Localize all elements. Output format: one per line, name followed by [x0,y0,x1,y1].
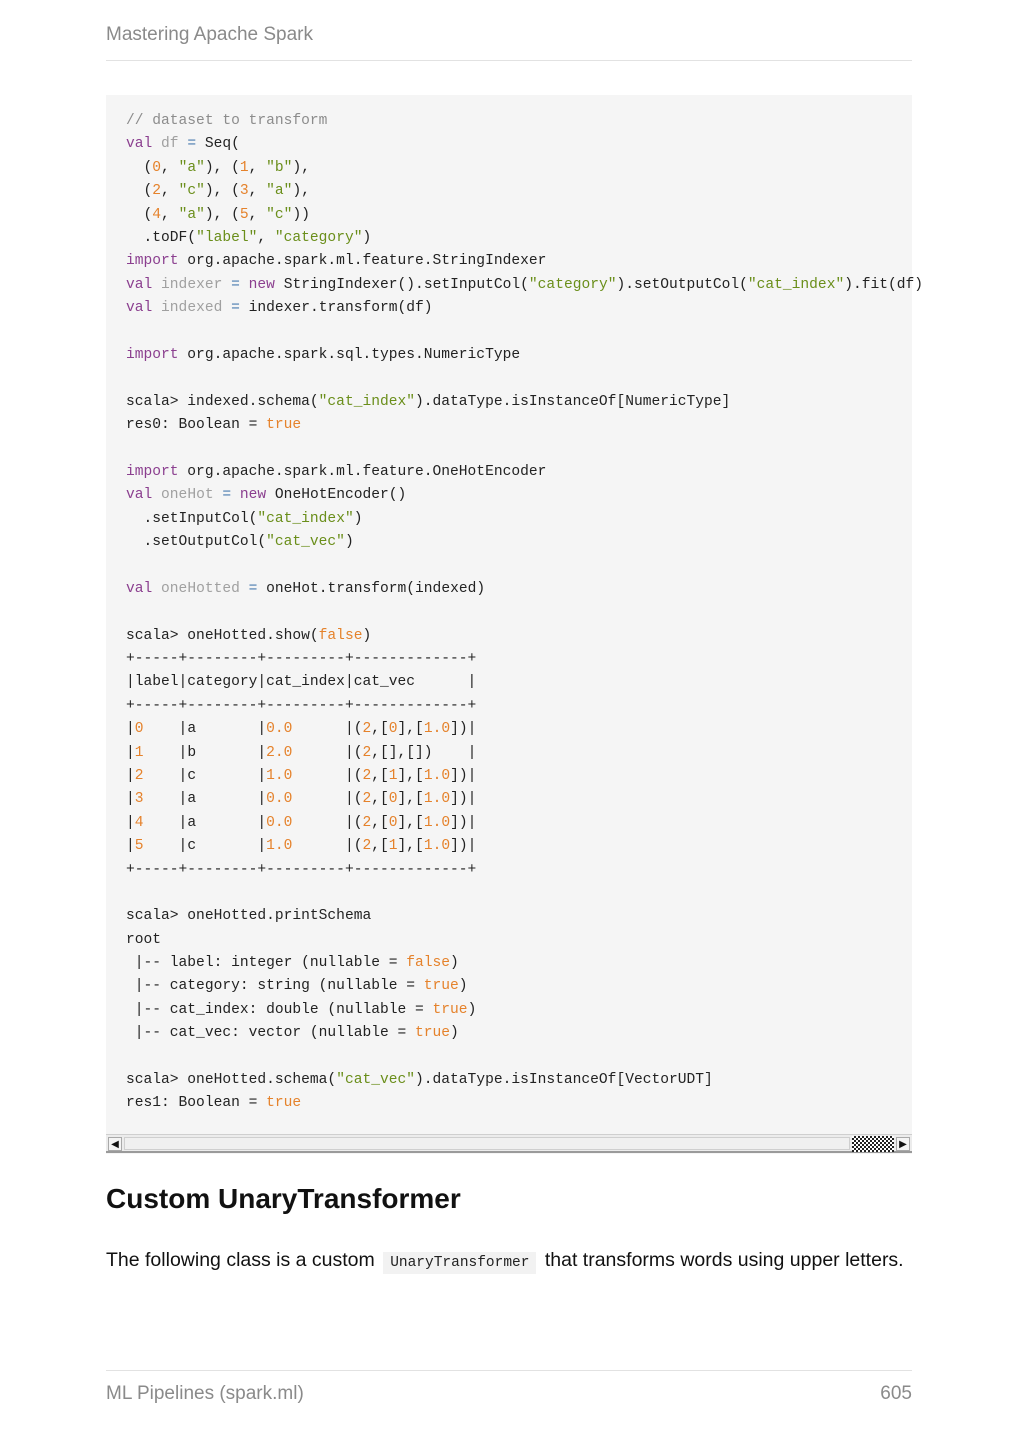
code-line [126,1092,916,1115]
footer-divider [106,1370,912,1371]
code-line [126,648,916,671]
code-token: Seq( [196,136,240,153]
code-token: "a" [178,159,205,176]
code-token: ,[],[]) | [371,744,477,761]
code-token [222,277,231,293]
code-token: ],[ [397,791,424,808]
code-token: 1 [388,838,398,855]
code-token: oneHot [161,487,214,504]
code-token: |( [292,767,363,784]
code-token: |a | [143,814,267,831]
code-token: "c" [266,206,293,223]
code-token: 1.0 [266,838,293,855]
code-token: 0 [388,814,398,831]
code-line [126,952,916,975]
code-block [106,95,924,1154]
code-token: |label|category|cat_index|cat_vec | [126,674,477,691]
code-token [152,487,161,503]
code-token: ).setOutputCol( [616,276,748,293]
code-token [222,300,231,316]
code-token: +-----+--------+---------+-------------+ [126,861,477,878]
code-token: ])| [450,814,477,831]
code-line [126,344,916,367]
code-token: 2 [134,767,144,784]
code-line [126,835,916,858]
code-token: "c" [178,183,205,200]
code-token: oneHot.transform(indexed) [257,580,486,597]
code-line [126,812,916,835]
paragraph-text-after: that transforms words using upper letters. [544,1249,904,1271]
code-token: , [248,206,267,223]
code-token: |b | [143,744,267,761]
code-token: 1.0 [423,767,451,784]
code-token: new [248,276,275,293]
code-token: ])| [450,721,477,738]
code-token: scala> oneHotted.schema( [126,1072,337,1089]
code-line [126,297,916,320]
code-token: OneHotEncoder() [266,487,407,504]
section-heading: Custom UnaryTransformer [106,1183,461,1214]
code-line [126,133,916,156]
code-token: 1.0 [423,721,451,738]
code-token: res1: Boolean = [126,1095,267,1112]
code-token: ,[ [371,767,389,784]
code-token: org.apache.spark.ml.feature.OneHotEncoder [178,463,547,480]
code-line [126,765,916,788]
code-token: 0 [134,721,144,738]
code-token: , [161,183,179,200]
code-token: "label" [196,229,258,246]
code-line [126,742,916,765]
code-token: 2 [362,767,372,784]
code-line [126,859,916,882]
code-token: indexer.transform(df) [239,300,433,317]
code-token: | [126,814,135,831]
code-token: "cat_vec" [266,534,345,551]
code-token: 1.0 [423,838,451,855]
code-token: , [161,159,179,176]
horizontal-scrollbar[interactable] [106,1134,912,1153]
code-token [152,136,161,152]
code-line [126,250,916,273]
code-token: )) [292,206,310,223]
code-line [126,437,916,460]
code-token: ,[ [371,838,389,855]
code-line [126,671,916,694]
code-token: 0 [388,721,398,738]
code-token: "category" [528,276,617,293]
code-token: df [161,136,179,153]
code-line [126,1046,916,1069]
code-line [126,1069,916,1092]
code-token: ],[ [397,814,424,831]
code-token: |( [292,744,363,761]
code-token: 2 [362,838,372,855]
code-token: "cat_index" [257,510,354,527]
code-line [126,929,916,952]
code-token: false [318,627,363,644]
code-token: import [126,463,179,480]
scroll-right-arrow-icon[interactable]: ▶ [896,1137,910,1151]
code-token: ) [344,534,354,551]
code-line [126,110,916,133]
code-token: ) [353,510,363,527]
code-token: "b" [266,159,293,176]
code-token: // dataset to transform [126,113,328,129]
header-divider [106,60,912,61]
code-token: org.apache.spark.sql.types.NumericType [178,346,521,363]
code-token: "category" [274,229,363,246]
code-token: import [126,253,179,270]
code-token: true [432,1001,468,1018]
code-line [126,695,916,718]
code-token: ])| [450,791,477,808]
code-line [126,578,916,601]
code-token: val [126,487,153,504]
code-token: 4 [152,206,162,223]
code-line [126,508,916,531]
code-token: val [126,300,153,317]
code-token: , [257,229,275,246]
code-token: 2 [362,814,372,831]
code-token: "a" [266,183,293,200]
code-token: 5 [239,206,249,223]
paragraph-text-before: The following class is a custom [106,1249,375,1271]
code-token [152,300,161,316]
code-line [126,554,916,577]
code-lines [126,110,924,1116]
code-token: "cat_index" [318,393,416,410]
code-line [126,625,916,648]
code-token: | [126,721,135,738]
code-token: 3 [134,791,144,808]
code-token: indexer [161,276,223,293]
code-token: .setInputCol( [126,510,258,527]
code-token: true [266,1095,302,1112]
code-token [240,277,249,293]
code-token: 1 [388,767,398,784]
code-token: ( [126,183,153,200]
code-token: |a | [143,791,267,808]
code-token [231,487,240,503]
code-token: |-- category: string (nullable = [126,978,424,995]
code-token: "cat_index" [747,276,845,293]
code-token: 2 [152,183,162,200]
code-token: ), [292,183,310,200]
code-token: 1.0 [266,767,293,784]
code-token: val [126,136,153,153]
code-token: , [161,206,179,223]
code-line [126,882,916,905]
code-line [126,905,916,928]
code-token: 1 [134,744,144,761]
code-token: indexed [161,300,223,317]
code-token: ,[ [371,814,389,831]
code-token: ), ( [204,183,240,200]
scroll-left-arrow-icon[interactable]: ◀ [108,1137,122,1151]
code-token: |c | [143,838,267,855]
code-line [126,274,924,297]
code-token: ), ( [204,206,240,223]
code-token: "a" [178,206,205,223]
code-line [126,484,916,507]
inline-code: UnaryTransformer [383,1252,536,1274]
code-token: ), ( [204,159,240,176]
code-token: res0: Boolean = [126,417,267,434]
code-token: ])| [450,767,477,784]
code-token: .toDF( [126,229,197,246]
code-token: |-- label: integer (nullable = [126,955,407,972]
code-line [126,227,916,250]
code-token: oneHotted [161,580,240,597]
code-token: true [266,417,302,434]
code-token: 1.0 [423,814,451,831]
code-token: 3 [239,183,249,200]
code-token: |( [292,791,363,808]
code-token: |-- cat_index: double (nullable = [126,1001,433,1018]
code-token: = [248,580,258,597]
code-token: ],[ [397,838,424,855]
code-line [126,999,916,1022]
code-line [126,718,916,741]
code-token: 2 [362,721,372,738]
code-token: val [126,580,153,597]
code-token: ( [126,206,153,223]
code-token: ])| [450,838,477,855]
code-line [126,601,916,624]
code-token: |c | [143,767,267,784]
code-token: 2 [362,744,372,761]
code-token: ).dataType.isInstanceOf[NumericType] [415,393,731,410]
code-line [126,180,916,203]
code-token: +-----+--------+---------+-------------+ [126,697,477,714]
code-token: true [423,978,459,995]
footer-page-number: 605 [880,1383,912,1404]
code-token: |( [292,814,363,831]
code-token: scala> oneHotted.printSchema [126,908,372,925]
code-token: 2.0 [266,744,293,761]
code-line [126,157,916,180]
code-token: 2 [362,791,372,808]
code-line [126,788,916,811]
code-token: | [126,767,135,784]
code-line [126,975,916,998]
code-token: 0.0 [266,721,293,738]
code-token: |( [292,721,363,738]
code-line [126,321,916,344]
code-token: ) [458,978,468,995]
code-token: ), [292,159,310,176]
body-paragraph [106,1246,926,1277]
code-token: val [126,276,153,293]
code-token: ) [450,1025,459,1042]
code-token: StringIndexer().setInputCol( [274,276,529,293]
code-token: ],[ [397,721,424,738]
code-token: ).dataType.isInstanceOf[VectorUDT] [415,1072,713,1089]
code-token [240,581,249,597]
code-token: ).fit(df) [844,276,924,293]
code-token: new [239,487,267,504]
code-token: |( [292,838,363,855]
code-token: , [248,159,267,176]
code-token: root [126,931,162,948]
code-token: 1 [239,159,249,176]
code-token: 0 [152,159,162,176]
code-token: ) [467,1001,477,1018]
code-token: 0 [388,791,398,808]
code-token: .setOutputCol( [126,534,267,551]
code-token [152,277,161,293]
scroll-track[interactable] [124,1137,850,1150]
code-token: false [406,955,451,972]
code-token: | [126,744,135,761]
code-token: ) [450,955,459,972]
code-line [126,1022,916,1045]
code-token: | [126,791,135,808]
code-token: scala> indexed.schema( [126,393,319,410]
code-token: ) [362,627,372,644]
code-token: ],[ [397,767,424,784]
code-token: 5 [134,838,144,855]
code-token: 1.0 [423,791,451,808]
code-token: ,[ [371,791,389,808]
code-token: | [126,838,135,855]
code-token: = [231,300,240,317]
code-token: |-- cat_vec: vector (nullable = [126,1025,416,1042]
code-token: ( [126,159,153,176]
code-token: 0.0 [266,814,293,831]
code-token [152,581,161,597]
code-token: ,[ [371,721,389,738]
code-token: "cat_vec" [336,1072,416,1089]
scroll-thumb[interactable] [852,1136,894,1152]
code-line [126,531,916,554]
code-token: = [222,487,232,504]
code-token: true [415,1025,451,1042]
code-token: 0.0 [266,791,293,808]
code-token: = [231,276,240,293]
page-header-title: Mastering Apache Spark [106,24,314,45]
code-token: |a | [143,721,267,738]
code-token: ) [362,229,372,246]
code-token: , [248,183,267,200]
code-token: import [126,346,179,363]
code-line [126,391,916,414]
code-token [179,136,188,152]
code-line [126,461,916,484]
code-line [126,414,916,437]
footer-chapter-title: ML Pipelines (spark.ml) [106,1383,304,1404]
code-token: org.apache.spark.ml.feature.StringIndexer [178,253,547,270]
code-token: scala> oneHotted.show( [126,627,319,644]
code-token: 4 [134,814,144,831]
code-line [126,367,916,390]
code-line [126,204,916,227]
code-token: +-----+--------+---------+-------------+ [126,650,477,667]
code-token: = [187,136,197,153]
